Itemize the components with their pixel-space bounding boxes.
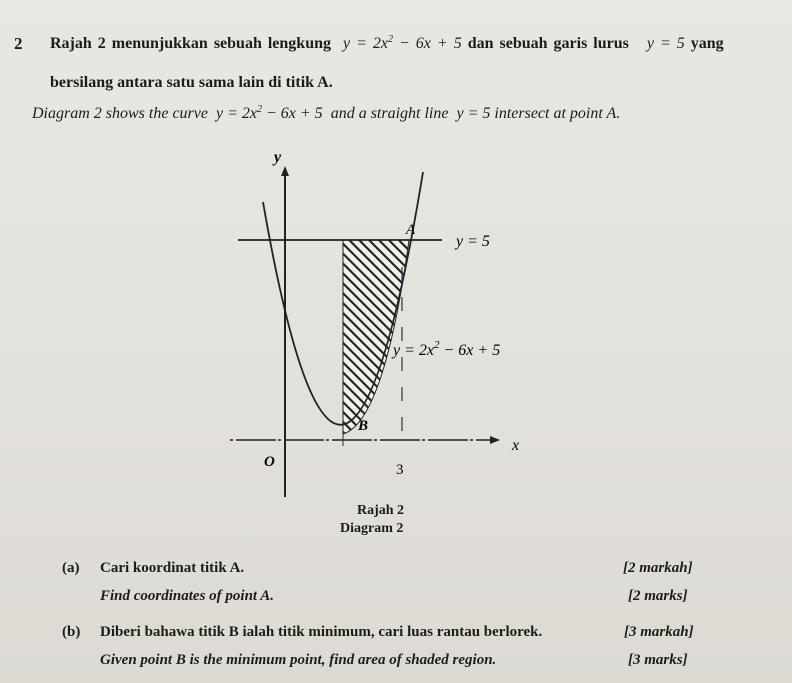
part-b-marks-malay: [3 markah] [624, 624, 694, 640]
malay-curve-equation: $y = 2x^2 - 6x + 5$ [343, 34, 462, 52]
english-line-equation: y = 5 [456, 105, 491, 122]
part-a-english: Find coordinates of point A. [100, 588, 275, 604]
line-label: y = 5 [456, 233, 490, 250]
x-axis-arrow [490, 436, 500, 444]
malay-text-2: dan sebuah garis lurus [461, 35, 629, 52]
part-b-malay: Diberi bahawa titik B ialah titik minimum, cari luas rantau berlorek. [100, 624, 543, 640]
part-a-label: (a) [62, 560, 80, 576]
curve-label: $y = 2x^2 - 6x + 5$ [393, 339, 501, 359]
part-b-label: (b) [62, 624, 81, 640]
question-malay-line-2: bersilang antara satu sama lain di titik A. [50, 74, 333, 91]
part-a-marks-malay: [2 markah] [623, 560, 693, 576]
english-curve-equation: $y = 2x^2 - 6x + 5$ [215, 104, 323, 122]
english-text-2: and a straight line [326, 105, 449, 122]
malay-text-3: yang [690, 35, 724, 52]
y-axis-arrow [281, 166, 289, 176]
question-english-line [32, 104, 620, 123]
english-text-3: intersect at point A. [490, 105, 621, 122]
x-tick-label: 3 [396, 462, 404, 478]
part-b-marks-english: [3 marks] [628, 652, 688, 668]
part-a-malay: Cari koordinat titik A. [100, 560, 245, 576]
origin-label: O [264, 454, 275, 470]
point-a-label: A [406, 222, 416, 238]
question-number: 2 [14, 34, 23, 53]
part-b-english: Given point B is the minimum point, find area of shaded region. [100, 652, 497, 668]
x-axis-label: x [512, 437, 520, 454]
caption-malay: Rajah 2 [357, 503, 405, 518]
english-text-1: Diagram 2 shows the curve [32, 105, 208, 122]
shaded-region [343, 240, 409, 434]
malay-line-equation: y = 5 [646, 35, 685, 52]
y-axis-label: y [274, 149, 282, 166]
parabola-diagram [220, 142, 540, 502]
point-b-label: B [358, 418, 369, 434]
part-a-marks-english: [2 marks] [628, 588, 688, 604]
caption-english: Diagram 2 [340, 521, 404, 536]
malay-text-1: Rajah 2 menunjukkan sebuah lengkung [50, 35, 331, 52]
question-malay-line-1 [50, 34, 724, 53]
